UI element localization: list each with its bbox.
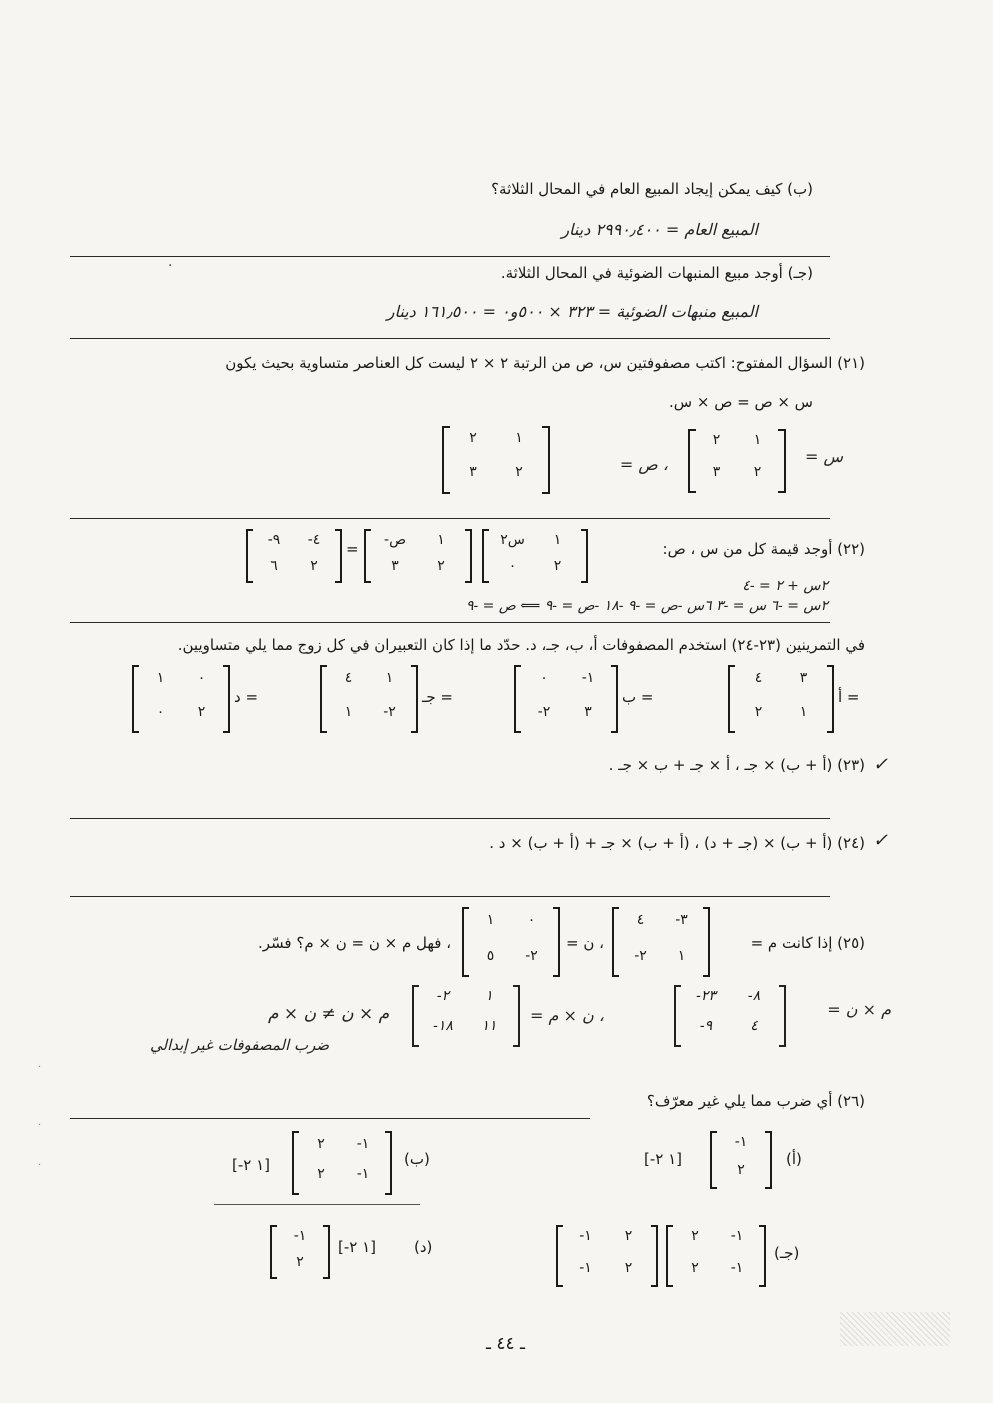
matrix-entry: ٢ (737, 1162, 745, 1178)
matrix-entry: ٢ (296, 1254, 304, 1270)
page-number: ـ ٤٤ ـ (486, 1334, 526, 1354)
q26-option-d-label: (د) (414, 1238, 433, 1256)
margin-mark: · (38, 1062, 42, 1073)
q25-mn-label: م × ن = (827, 1000, 891, 1019)
answer-j: المبيع منبهات الضوئية = ٣٢٣ × ٥٠٠و٠ = ١٦١٫٥٠٠ دينار (386, 302, 758, 321)
q22-work-line2: ٢س = -٦ س = -٣ ٦س -ص = -٩ -١٨ -ص = -٩ ⟸ ص = -٩ (465, 598, 828, 614)
q22-label: (٢٢) أوجد قيمة كل من س ، ص: (662, 540, 865, 558)
matrix-entry: ٤ (636, 912, 645, 928)
matrix-entry: ٣ (584, 704, 592, 720)
divider (70, 818, 830, 819)
matrix-entry: ١ (486, 912, 495, 928)
matrix-entry: -٢٣ (696, 988, 716, 1004)
q25-n-label: ، ن = (566, 934, 604, 952)
q21-y-label: ، ص = (619, 455, 668, 474)
stamp-scribble (840, 1312, 950, 1346)
ex2324-intro: في التمرينين (٢٣-٢٤) استخدم المصفوفات أ، ب، جـ، د. حدّد ما إذا كان التعبيران في كل زوج مما يلي متساويين. (177, 636, 865, 654)
matrix-entry: -١ (730, 1260, 744, 1276)
q26-b-row-vector: [-١ ٢] (232, 1156, 271, 1174)
matrix-entry: -٨ (747, 988, 761, 1004)
matrix-entry: ٤ (750, 1018, 758, 1034)
divider (70, 338, 830, 339)
matrix-entry: ١ (385, 670, 394, 686)
matrix-entry: ٢ (317, 1166, 325, 1182)
q25-nm-label: ، ن × م = (530, 1006, 604, 1025)
matrix-entry: -١ (356, 1136, 370, 1152)
divider (70, 1118, 590, 1119)
matrix-entry: -ص (384, 532, 406, 548)
matrix-entry: -٢ (436, 988, 450, 1004)
check-mark-icon: ✓ (872, 830, 888, 851)
matrix-entry: س٢ (500, 532, 525, 548)
matrix-entry: -٢ (634, 948, 647, 964)
q26-option-c-label: (جـ) (774, 1244, 800, 1262)
q23-text: (٢٣) (أ + ب) × جـ ، أ × جـ + ب × جـ . (608, 756, 865, 774)
matrix-entry: ٢ (753, 464, 762, 480)
q26-a-row-vector: [-١ ٢] (644, 1150, 683, 1168)
matrix-entry: -١٨ (433, 1018, 453, 1034)
matrix-b-label: = ب (622, 688, 654, 706)
matrix-entry: ٢ (553, 558, 562, 574)
divider (70, 256, 830, 257)
margin-mark: · (38, 1160, 42, 1171)
matrix-entry: ٦ (270, 558, 278, 574)
equals-sign: = (346, 540, 359, 558)
divider (70, 622, 830, 623)
matrix-entry: -٢ (525, 948, 538, 964)
matrix-entry: -١ (579, 1260, 592, 1276)
q21-text-line2: س × ص = ص × س. (669, 393, 813, 411)
matrix-entry: ٢ (515, 464, 523, 480)
matrix-entry: -١ (293, 1228, 307, 1244)
matrix-entry: ٠ (527, 912, 536, 928)
matrix-entry: ١١ (481, 1018, 497, 1034)
matrix-entry: ٠ (197, 670, 206, 686)
matrix-entry: ١ (677, 948, 686, 964)
matrix-entry: ٥ (486, 948, 495, 964)
matrix-entry: ٢ (691, 1260, 699, 1276)
matrix-entry: ١ (515, 430, 523, 446)
matrix-entry: ٠ (156, 704, 165, 720)
matrix-entry: -١ (730, 1228, 744, 1244)
matrix-entry: ٢ (754, 704, 763, 720)
q26-d-row-vector: [-١ ٢] (338, 1238, 377, 1256)
q25-conclusion: م × ن ≠ ن × م (268, 1004, 390, 1024)
matrix-entry: ١ (344, 704, 353, 720)
divider (70, 896, 830, 897)
matrix-a-label: = أ (838, 688, 860, 706)
q25-tail: ، فهل م × ن = ن × م؟ فسّر. (258, 934, 452, 952)
matrix-entry: ١ (485, 988, 493, 1004)
stray-dot: · (168, 258, 173, 274)
matrix-c-label: = جـ (422, 688, 454, 706)
q26-text: (٢٦) أي ضرب مما يلي غير معرّف؟ (646, 1092, 865, 1110)
matrix-entry: ٢ (712, 432, 721, 448)
matrix-entry: ٠ (540, 670, 548, 686)
matrix-entry: ٠ (508, 558, 517, 574)
matrix-entry: -١ (579, 1228, 592, 1244)
matrix-entry: ٢ (310, 558, 318, 574)
matrix-entry: ٢ (469, 430, 477, 446)
q26-option-b-label: (ب) (404, 1150, 430, 1168)
answer-b: المبيع العام = ٢٩٩٠٫٤٠٠ دينار (561, 220, 758, 239)
q26-option-a-label: (أ) (786, 1150, 802, 1168)
matrix-entry: -٤ (307, 532, 321, 548)
matrix-entry: ١ (799, 704, 808, 720)
matrix-entry: ٣ (391, 558, 399, 574)
margin-mark: · (38, 1120, 42, 1131)
question-b: (ب) كيف يمكن إيجاد المبيع العام في المحال الثلاثة؟ (491, 180, 813, 198)
question-j: (جـ) أوجد مبيع المنبهات الضوئية في المحال الثلاثة. (500, 264, 813, 282)
matrix-entry: -٣ (675, 912, 688, 928)
q21-text-line1: (٢١) السؤال المفتوح: اكتب مصفوفتين س، ص من الرتبة ٢ × ٢ ليست كل العناصر متساوية بحيث يكون (225, 354, 865, 372)
q21-s-label: س = (804, 447, 843, 466)
matrix-entry: -٩ (267, 532, 281, 548)
q24-text: (٢٤) (أ + ب) × (جـ + د) ، (أ + ب) × جـ + (أ + ب) × د . (489, 834, 865, 852)
check-mark-icon: ✓ (872, 754, 888, 775)
divider (70, 518, 830, 519)
matrix-entry: ٢ (197, 704, 206, 720)
matrix-entry: ١ (156, 670, 165, 686)
matrix-entry: -١ (581, 670, 595, 686)
matrix-entry: -٩ (699, 1018, 713, 1034)
matrix-d-label: = د (234, 688, 259, 706)
matrix-entry: ٢ (624, 1260, 633, 1276)
matrix-entry: ٢ (437, 558, 445, 574)
matrix-entry: ٢ (317, 1136, 325, 1152)
matrix-entry: -٢ (537, 704, 551, 720)
q22-work-line1: ٢س + ٢ = -٤ (742, 578, 828, 594)
matrix-entry: ١ (437, 532, 445, 548)
matrix-entry: -١ (356, 1166, 370, 1182)
matrix-entry: ٢ (691, 1228, 699, 1244)
matrix-entry: ٣ (469, 464, 477, 480)
matrix-entry: ٤ (754, 670, 763, 686)
matrix-entry: ٣ (799, 670, 808, 686)
q25-label: (٢٥) إذا كانت م = (750, 934, 865, 952)
matrix-entry: ١ (553, 532, 562, 548)
q25-note: ضرب المصفوفات غير إبدالي (150, 1036, 330, 1054)
matrix-entry: ٤ (344, 670, 353, 686)
matrix-entry: -١ (734, 1134, 748, 1150)
matrix-entry: ١ (753, 432, 762, 448)
underline (214, 1204, 420, 1205)
matrix-entry: ٣ (712, 464, 721, 480)
matrix-entry: -٢ (383, 704, 396, 720)
matrix-entry: ٢ (624, 1228, 633, 1244)
